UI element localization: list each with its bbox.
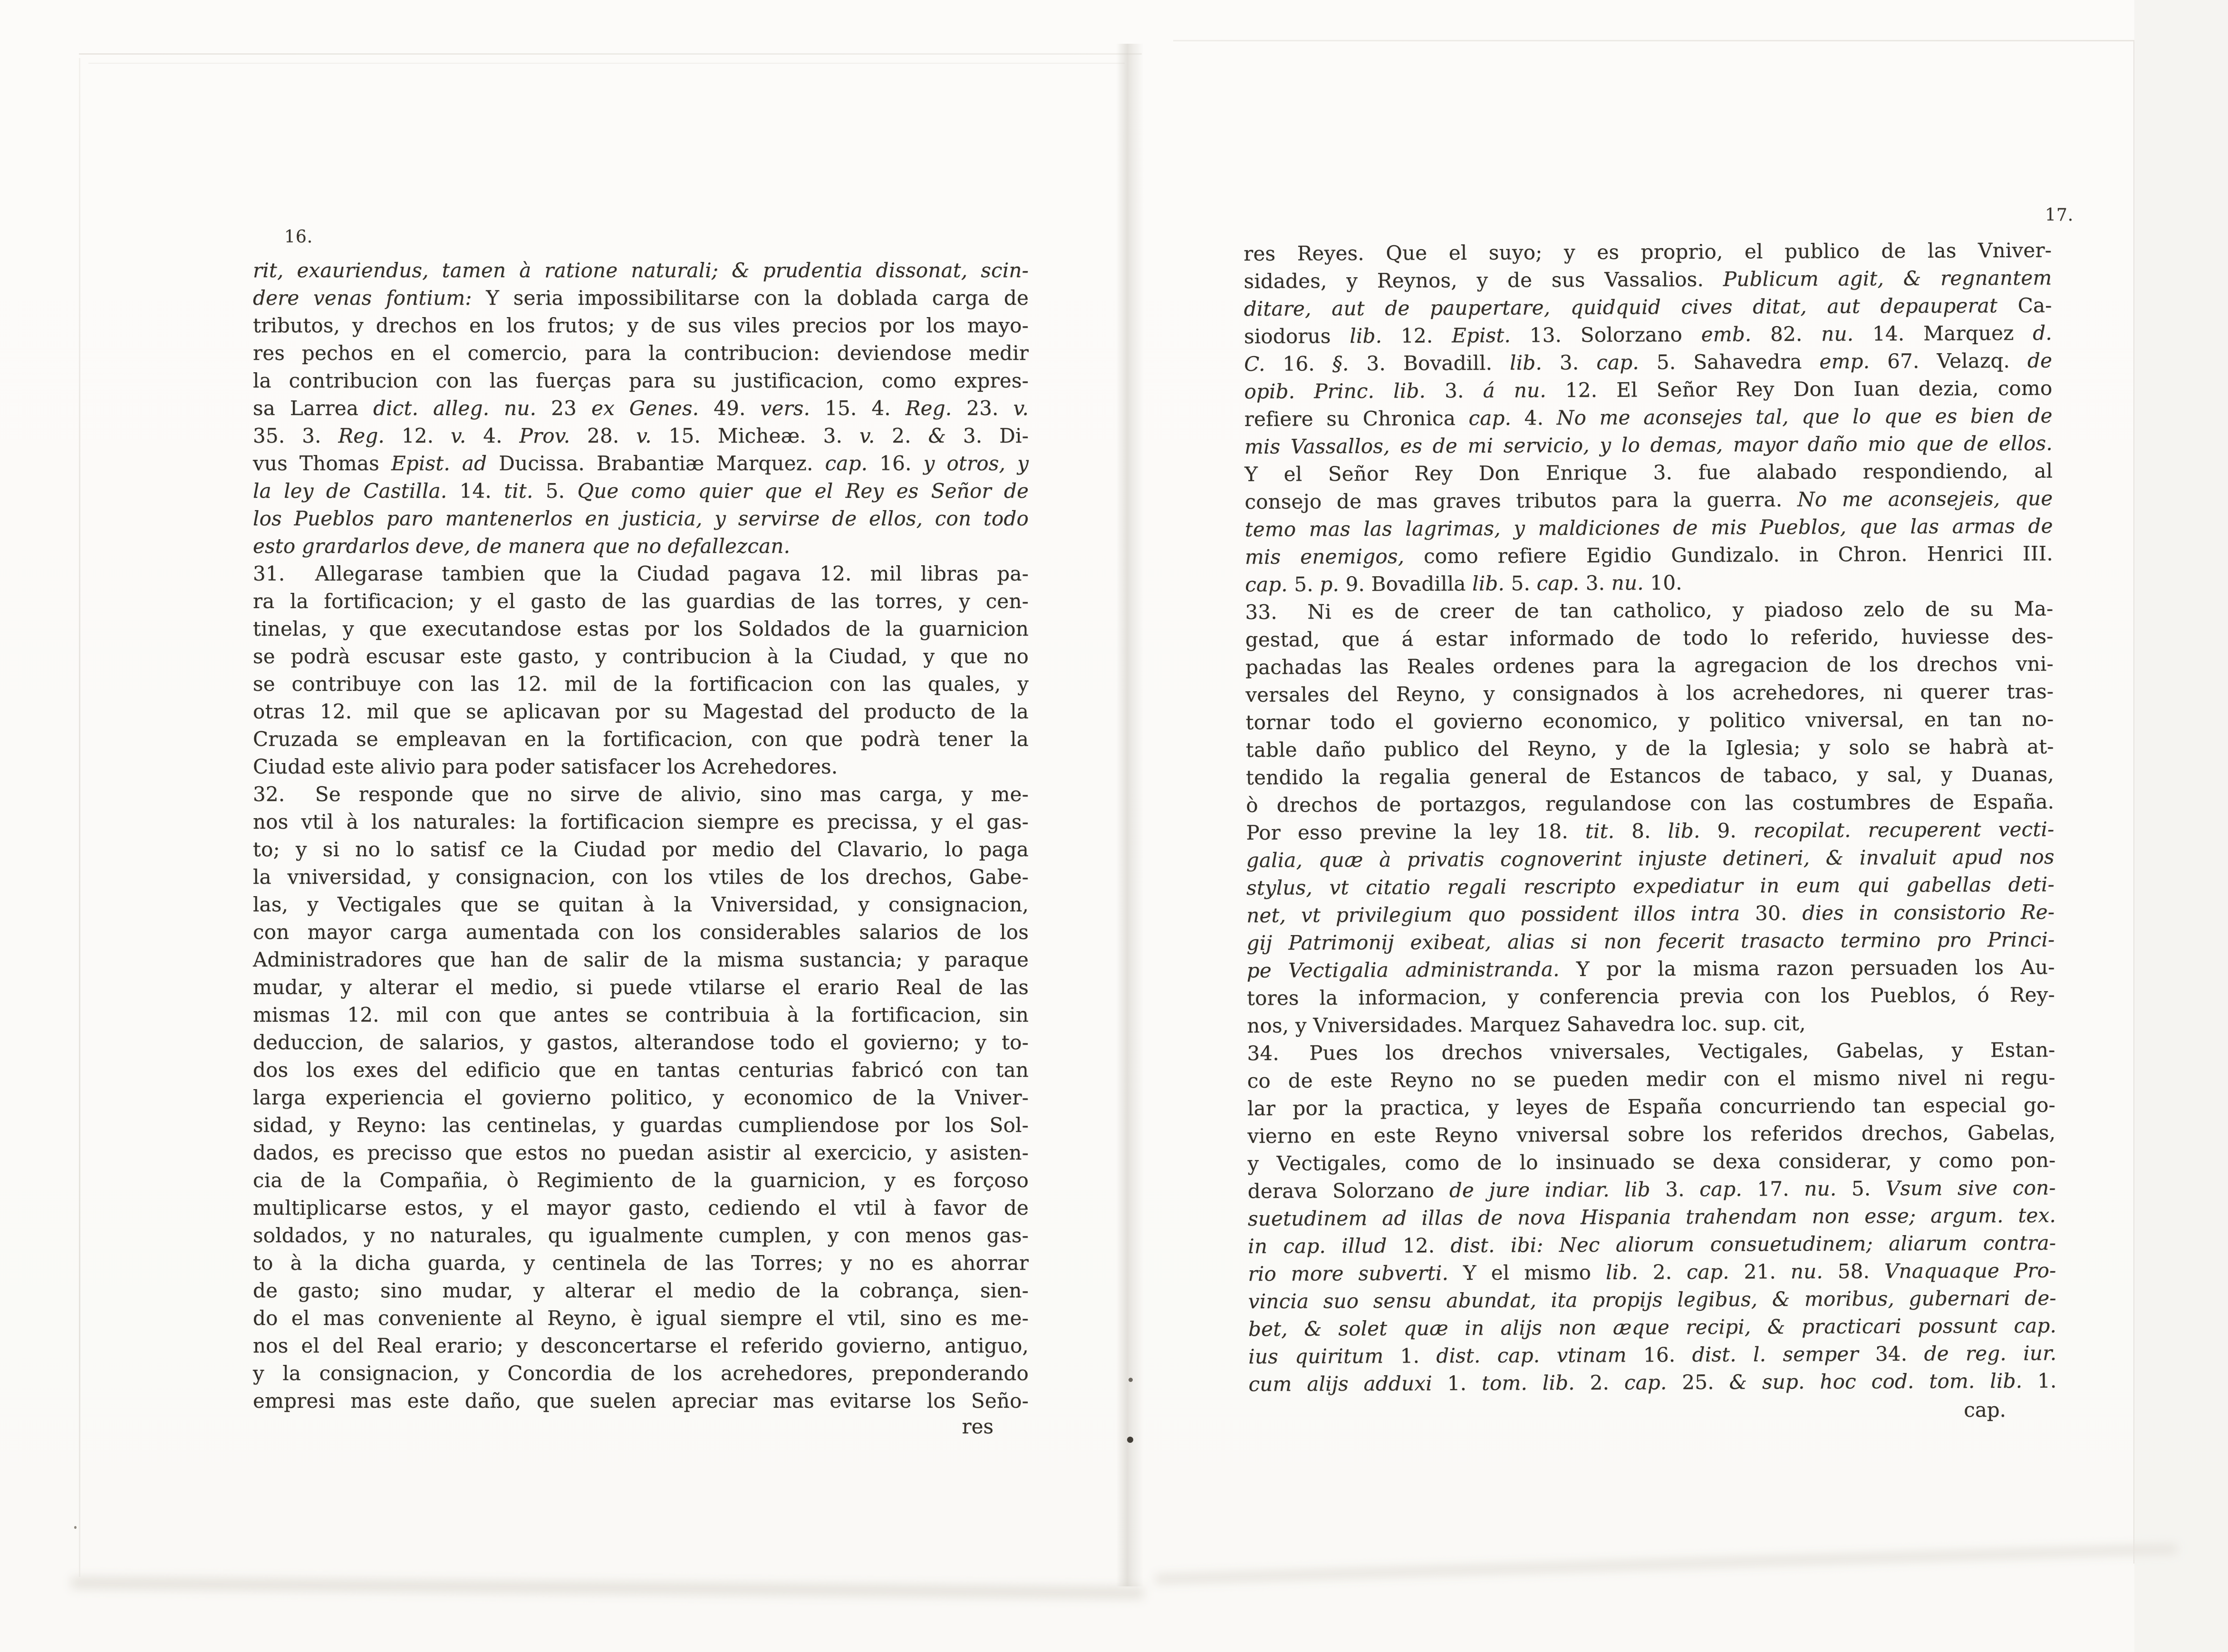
text-line: lar por la practica, y leyes de España concurriendo tan especial go- [1247, 1093, 2056, 1120]
text-line: versales del Reyno, y consignados à los acrehedores, ni querer tras- [1245, 679, 2054, 706]
text-line: mis Vassallos, es de mi servicio, y lo demas, mayor daño mio que de ellos. [1244, 431, 2053, 458]
text-line: sidad, y Reyno: las centinelas, y guardas cumpliendose por los Sol- [253, 1113, 1029, 1137]
text-line: mis enemigos, como refiere Egidio Gundizalo. in Chron. Henrici III. [1244, 541, 2054, 569]
text-line: suetudinem ad illas de nova Hispania trahendam non esse; argum. tex. [1247, 1203, 2056, 1230]
text-line: multiplicarse estos, y el mayor gasto, cediendo el vtil à favor de [253, 1196, 1029, 1219]
left-page-bottom-shadow [71, 1577, 1143, 1599]
paragraph [1244, 237, 2053, 599]
text-line: temo mas las lagrimas, y maldiciones de mis Pueblos, que las armas de [1244, 514, 2053, 541]
text-line: table daño publico del Reyno, y de la Iglesia; y solo se habrà at- [1245, 734, 2054, 762]
left-page-left-edge [79, 58, 80, 1577]
right-text-block [1244, 237, 2057, 1398]
paper-speck [74, 1526, 77, 1529]
text-line: tendido la regalia general de Estancos de tabaco, y sal, y Duanas, [1245, 762, 2054, 789]
text-line: larga experiencia el govierno politico, y economico de la Vniver- [253, 1086, 1029, 1109]
right-page-bottom-shadow [1155, 1544, 2177, 1584]
paragraph [1247, 1036, 2056, 1398]
left-catchword: res [962, 1415, 993, 1438]
text-line: empresi mas este daño, que suelen apreciar mas evitarse los Seño- [253, 1389, 1029, 1412]
text-line: res pechos en el comercio, para la contribucion: deviendose medir [253, 341, 1029, 365]
text-line: y Vectigales, como de lo insinuado se dexa considerar, y como pon- [1247, 1148, 2056, 1175]
text-line: dere venas fontium: Y seria impossibilitarse con la doblada carga de [253, 286, 1029, 309]
text-line: gestad, que á estar informado de todo lo referido, huviesse des- [1245, 624, 2054, 651]
text-line: pe Vectigalia administranda. Y por la misma razon persuaden los Au- [1246, 955, 2055, 982]
text-line: C. 16. §. 3. Bovadill. lib. 3. cap. 5. Sahavedra emp. 67. Velazq. de [1244, 348, 2053, 376]
text-line: se contribuye con las 12. mil de la fortificacion con las quales, y [253, 672, 1029, 696]
text-line: bet, & solet quæ in alijs non æque recipi, & practicari possunt cap. [1248, 1314, 2057, 1341]
text-line: mudar, y alterar el medio, si puede vtilarse el erario Real de las [253, 976, 1029, 999]
text-line: sa Larrea dict. alleg. nu. 23 ex Genes. 49. vers. 15. 4. Reg. 23. v. [253, 396, 1029, 420]
text-line: nos el del Real erario; y desconcertarse el referido govierno, antiguo, [253, 1334, 1029, 1357]
text-line: los Pueblos paro mantenerlos en justicia, y servirse de ellos, con todo [253, 507, 1029, 530]
page-number-right: 17. [2045, 205, 2074, 225]
text-line: 35. 3. Reg. 12. v. 4. Prov. 28. v. 15. Micheæ. 3. v. 2. & 3. Di- [253, 424, 1029, 447]
left-page-top-edge [79, 53, 1142, 55]
text-line: vus Thomas Epist. ad Ducissa. Brabantiæ Marquez. cap. 16. y otros, y [253, 452, 1029, 475]
text-line: tores la informacion, y conferencia previa con los Pueblos, ó Rey- [1246, 983, 2055, 1010]
text-line: tornar todo el govierno economico, y politico vniversal, en tan no- [1245, 707, 2054, 734]
text-line: cia de la Compañia, ò Regimiento de la guarnicion, y es forçoso [253, 1169, 1029, 1192]
text-line: nos, y Vniversidades. Marquez Sahavedra loc. sup. cit, [1247, 1011, 1806, 1037]
text-line: sidades, y Reynos, y de sus Vassalios. Publicum agit, & regnantem [1244, 266, 2052, 293]
paragraph [1245, 595, 2055, 1040]
right-page-top-edge [1173, 40, 2134, 41]
book-gutter-shadow [1116, 44, 1144, 1586]
text-line: rio more subverti. Y el mismo lib. 2. cap. 21. nu. 58. Vnaquaque Pro- [1248, 1258, 2056, 1285]
text-line: Por esso previne la ley 18. tit. 8. lib. 9. recopilat. recuperent vecti- [1246, 817, 2054, 844]
text-line: la ley de Castilla. 14. tit. 5. Que como quier que el Rey es Señor de [253, 479, 1029, 502]
text-line: la contribucion con las fuerças para su justificacion, como expres- [253, 369, 1029, 392]
left-text-block [253, 257, 1029, 1415]
text-line: cap. 5. p. 9. Bovadilla lib. 5. cap. 3. nu. 10. [1245, 570, 1682, 596]
text-line: se podrà escusar este gasto, y contribucion à la Ciudad, y que no [253, 645, 1029, 668]
text-line: 33. Ni es de creer de tan catholico, y piadoso zelo de su Ma- [1245, 597, 2054, 624]
text-line: ò drechos de portazgos, regulandose con las costumbres de España. [1246, 790, 2054, 817]
text-line: y la consignacion, y Concordia de los acrehedores, preponderando [253, 1362, 1029, 1385]
text-line: in cap. illud 12. dist. ibi: Nec aliorum consuetudinem; aliarum contra- [1248, 1231, 2056, 1258]
text-line: co de este Reyno no se pueden medir con el mismo nivel ni regu- [1247, 1065, 2055, 1092]
page-number-left: 16. [284, 227, 313, 247]
text-line: Cruzada se empleavan en la fortificacion, con que podrà tener la [253, 727, 1029, 751]
text-line: dos los exes del edificio que en tantas centurias fabricó con tan [253, 1058, 1029, 1082]
text-line: tinelas, y que executandose estas por los Soldados de la guarnicion [253, 617, 1029, 640]
text-line: stylus, vt citatio regali rescripto expediatur in eum qui gabellas deti- [1246, 872, 2055, 899]
gutter-sewing-dot [1128, 1378, 1133, 1382]
text-line: tributos, y drechos en los frutos; y de sus viles precios por los mayo- [253, 314, 1029, 337]
text-line: galia, quæ à privatis cognoverint injuste detineri, & invaluit apud nos [1246, 845, 2054, 872]
text-line: de gasto; sino mudar, y alterar el medio de la cobrança, sien- [253, 1279, 1029, 1302]
text-line: nos vtil à los naturales: la fortificacion siempre es precissa, y el gas- [253, 810, 1029, 833]
text-line: res Reyes. Que el suyo; y es proprio, el publico de las Vniver- [1244, 238, 2052, 265]
paragraph [253, 560, 1029, 781]
right-catchword: cap. [1964, 1398, 2006, 1421]
text-line: vincia suo sensu abundat, ita propijs legibus, & moribus, gubernari de- [1248, 1286, 2056, 1313]
text-line: soldados, y no naturales, qu igualmente cumplen, y con menos gas- [253, 1224, 1029, 1247]
scanner-background [2134, 0, 2228, 1652]
paragraph [253, 781, 1029, 1415]
gutter-sewing-dot [1127, 1437, 1133, 1443]
text-line: mismas 12. mil con que antes se contribuia à la fortificacion, sin [253, 1003, 1029, 1026]
text-line: las, y Vectigales que se quitan à la Vniversidad, y consignacion, [253, 893, 1029, 916]
text-line: to à la dicha guarda, y centinela de las Torres; y no es ahorrar [253, 1251, 1029, 1275]
text-line: deduccion, de salarios, y gastos, alterandose todo el govierno; y to- [253, 1031, 1029, 1054]
text-line: vierno en este Reyno vniversal sobre los referidos drechos, Gabelas, [1247, 1121, 2056, 1148]
text-line: siodorus lib. 12. Epist. 13. Solorzano emb. 82. nu. 14. Marquez d. [1244, 321, 2052, 348]
right-page-right-edge [2133, 40, 2134, 1564]
text-line: consejo de mas graves tributos para la guerra. No me aconsejeis, que [1244, 486, 2053, 513]
text-line: refiere su Chronica cap. 4. No me aconsejes tal, que lo que es bien de [1244, 404, 2053, 431]
text-line: esto grardarlos deve, de manera que no defallezcan. [253, 534, 791, 558]
text-line: con mayor carga aumentada con los considerables salarios de los [253, 920, 1029, 944]
text-line: cum alijs adduxi 1. tom. lib. 2. cap. 25. & sup. hoc cod. tom. lib. 1. [1248, 1369, 2057, 1396]
text-line: 32. Se responde que no sirve de alivio, sino mas carga, y me- [253, 783, 1029, 806]
text-line: 31. Allegarase tambien que la Ciudad pagava 12. mil libras pa- [253, 562, 1029, 585]
text-line: pachadas las Reales ordenes para la agregacion de los drechos vni- [1245, 652, 2054, 679]
paragraph [253, 257, 1029, 560]
text-line: rit, exauriendus, tamen à ratione naturali; & prudentia dissonat, scin- [253, 259, 1029, 282]
text-line: ditare, aut de paupertare, quidquid cives ditat, aut depauperat Ca- [1244, 293, 2052, 320]
text-line: derava Solorzano de jure indiar. lib 3. cap. 17. nu. 5. Vsum sive con- [1247, 1176, 2056, 1203]
text-line: otras 12. mil que se aplicavan por su Magestad del producto de la [253, 700, 1029, 723]
text-line: ius quiritum 1. dist. cap. vtinam 16. dist. l. semper 34. de reg. iur. [1248, 1341, 2057, 1368]
text-line: to; y si no lo satisf ce la Ciudad por medio del Clavario, lo paga [253, 838, 1029, 861]
text-line: ra la fortificacion; y el gasto de las guardias de las torres, y cen- [253, 589, 1029, 613]
text-line: dados, es precisso que estos no puedan asistir al exercicio, y asisten- [253, 1141, 1029, 1164]
text-line: net, vt privilegium quo possident illos intra 30. dies in consistorio Re- [1246, 900, 2055, 927]
text-line: Administradores que han de salir de la misma sustancia; y paraque [253, 948, 1029, 971]
text-line: 34. Pues los drechos vniversales, Vectigales, Gabelas, y Estan- [1247, 1038, 2055, 1065]
text-line: Ciudad este alivio para poder satisfacer los Acrehedores. [253, 755, 838, 778]
text-line: gij Patrimonij exibeat, alias si non fecerit trasacto termino pro Princi- [1246, 927, 2055, 955]
text-line: do el mas conveniente al Reyno, è igual siempre el vtil, sino es me- [253, 1306, 1029, 1330]
text-line: Y el Señor Rey Don Enrique 3. fue alabado respondiendo, al [1244, 459, 2053, 486]
text-line: opib. Princ. lib. 3. á nu. 12. El Señor Rey Don Iuan dezia, como [1244, 376, 2053, 403]
left-page-inner-edge [88, 63, 1125, 64]
text-line: la vniversidad, y consignacion, con los vtiles de los drechos, Gabe- [253, 865, 1029, 889]
